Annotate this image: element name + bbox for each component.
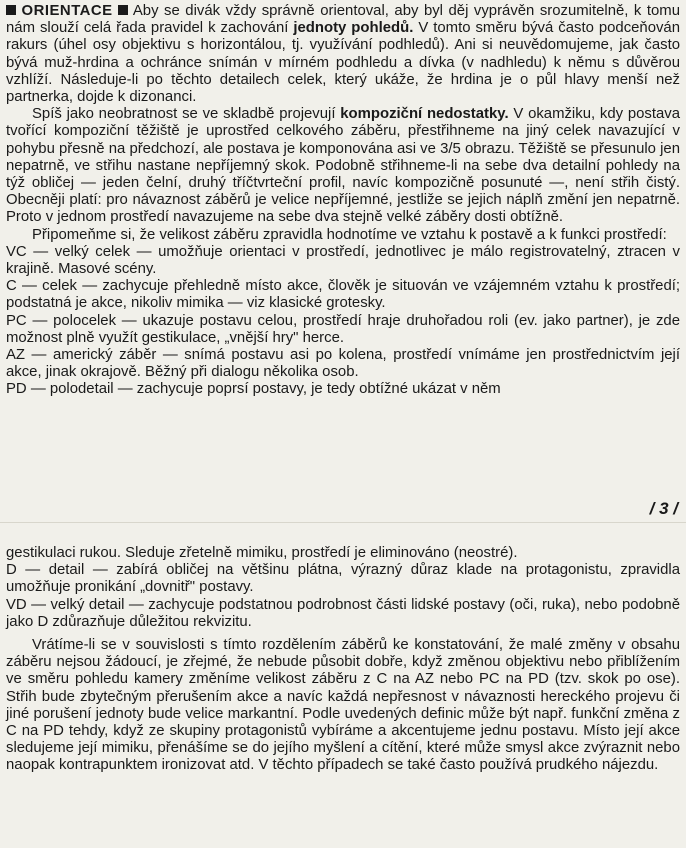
square-bullet-icon [6, 5, 16, 15]
paragraph-text: Aby se divák vždy správně orientoval, aby byl děj vyprávěn srozumitelně, k tomu nám slouží celá řada pravidel k zachování [6, 3, 680, 37]
bottom-column [6, 545, 680, 775]
top-column [6, 3, 680, 399]
definition-vc: VC — velký celek — umožňuje orientaci v prostředí, jednotlivec je málo registrovatelný, ztracen v krajině. Masové scény. [6, 243, 680, 278]
paragraph-text: V okamžiku, kdy postava tvořící kompoziční těžiště je uprostřed celkového záběru, přestřihneme na jiný celek navazující v pohybu přesně na předchozí, ale postava je komponována asi ve 3/5 obrazu. Těžiště se přesunulo jen nepatrně, ve střihu nastane nepříjemný skok. Podobně střihneme-li na sebe dva detailní pohledy na týž obličej — jeden čelní, druhý tříčtvrteční profil, navíc kompozičně posunuté —, není střih čistý. Obecněji platí: pro návaznost záběrů je velice nepříjemné, jestliže se jejich náplň změní jen nepatrně. Proto v jednom prostředí navazujeme na sebe dva stejně velké záběry dosti obtížně. [6, 106, 680, 226]
definition-pc: PC — polocelek — ukazuje postavu celou, prostředí hraje druhořadou roli (ev. jako partner), je zde možnost plně využít gestikulace, „vnější hry" herce. [6, 312, 680, 346]
square-bullet-icon [118, 5, 128, 15]
definition-d: D — detail — zabírá obličej na většinu plátna, výrazný důraz klade na protagonistu, zpravidla umožňuje pronikání „dovnitř" postavy. [6, 562, 680, 596]
definition-pd: PD — polodetail — zachycuje poprsí postavy, je tedy obtížné ukázat v něm [6, 381, 501, 398]
paragraph-text: Spíš jako neobratnost se ve skladbě projevují [32, 106, 341, 123]
bold-term: jednoty pohledů. [293, 20, 414, 37]
paragraph-orientace [6, 3, 680, 106]
definition-az: AZ — americký záběr — snímá postavu asi po kolena, prostředí vnímáme jen prostřednictvím její akce, jinak okrajově. Běžný při dialogu několika osob. [6, 347, 680, 381]
definition-c: C — celek — zachycuje přehledně místo akce, člověk je situován ve vzájemném vztahu k prostředí; podstatná je akce, nikoliv mimika — viz klasické grotesky. [6, 278, 680, 312]
paragraph-zmeny: Vrátíme-li se v souvislosti s tímto rozdělením záběrů ke konstatování, že malé změny v obsahu záběru nejsou žádoucí, je zřejmé, že nebude působit dobře, když změnou objektivu nebo přiblížením ve směru pohledu kamery změníme velikost záběru z C na AZ nebo PC na PD (tzv. skok po ose). Střih bude zbytečným přerušením akce a navíc každá nepřesnost v návaznosti hereckého projevu či jiné porušení jednoty bude velice markantní. Podle uvedených definic může být např. funkční změna z C na PD tehdy, když ze skupiny protagonistů vybíráme a akcentujeme jednu postavu. Místo její akce sledujeme její mimiku, přenášíme se do jejího myšlení a cítění, které může smysl akce zvýraznit nebo naopak kontrapunktem ironizovat atd. V těchto případech se také často používá prudkého nájezdu. [6, 637, 680, 774]
section-heading: ORIENTACE [21, 3, 113, 19]
page-number: / 3 / [649, 499, 678, 518]
page-divider [0, 522, 686, 537]
definition-vd: VD — velký detail — zachycuje podstatnou podrobnost části lidské postavy (oči, ruka), nebo podobně jako D zdůrazňuje důležitou rekvizitu. [6, 596, 680, 630]
paragraph-text: V tomto směru bývá často podceňován rakurs (úhel osy objektivu s horizontálou, tj. využívání podhledů). Ani si neuvědomujeme, jak často bývá muž-hrdina a ochránce snímán v mírném podhledu a dívka (v nadhledu) k němu s důvěrou vzhlíží. Následuje-li po těchto detailech celek, který ukáže, že hrdina je o půl hlavy menší než partnerka, dojde k dizonanci. [6, 20, 680, 106]
paragraph-velikost: Připomeňme si, že velikost záběru zpravidla hodnotíme ve vztahu k postavě a k funkci prostředí: [32, 226, 667, 243]
paragraph-kompozice [6, 106, 680, 226]
definition-pd-continued: gestikulaci rukou. Sleduje zřetelně mimiku, prostředí je eliminováno (neostré). [6, 545, 518, 561]
bold-term: kompoziční nedostatky. [340, 106, 509, 123]
